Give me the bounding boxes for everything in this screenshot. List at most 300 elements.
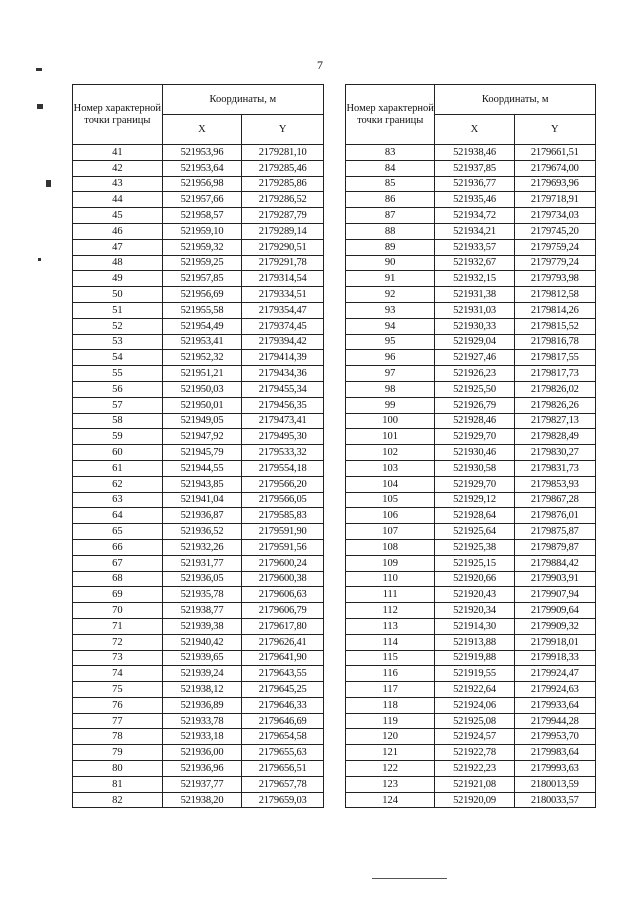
table-row bbox=[73, 381, 324, 397]
y-coordinate-cell: 2179334,51 bbox=[242, 287, 324, 303]
y-coordinate-cell: 2179606,63 bbox=[242, 587, 324, 603]
x-coordinate-cell: 521934,72 bbox=[435, 208, 514, 224]
point-number-cell: 76 bbox=[73, 697, 163, 713]
y-coordinate-cell: 2179817,73 bbox=[514, 366, 595, 382]
header-point-number: Номер характерной точки границы bbox=[346, 85, 435, 145]
point-number-cell: 57 bbox=[73, 397, 163, 413]
table-row bbox=[73, 334, 324, 350]
table-row bbox=[73, 697, 324, 713]
y-coordinate-cell: 2179815,52 bbox=[514, 318, 595, 334]
x-coordinate-cell: 521939,38 bbox=[162, 618, 242, 634]
table-row bbox=[73, 682, 324, 698]
point-number-cell: 69 bbox=[73, 587, 163, 603]
point-number-cell: 49 bbox=[73, 271, 163, 287]
x-coordinate-cell: 521956,98 bbox=[162, 176, 242, 192]
x-coordinate-cell: 521925,50 bbox=[435, 381, 514, 397]
point-number-cell: 70 bbox=[73, 603, 163, 619]
table-row bbox=[73, 650, 324, 666]
y-coordinate-cell: 2179289,14 bbox=[242, 223, 324, 239]
y-coordinate-cell: 2179876,01 bbox=[514, 508, 595, 524]
x-coordinate-cell: 521936,77 bbox=[435, 176, 514, 192]
x-coordinate-cell: 521925,38 bbox=[435, 539, 514, 555]
point-number-cell: 88 bbox=[346, 223, 435, 239]
y-coordinate-cell: 2179907,94 bbox=[514, 587, 595, 603]
y-coordinate-cell: 2179591,90 bbox=[242, 524, 324, 540]
table-row bbox=[346, 176, 596, 192]
y-coordinate-cell: 2179286,52 bbox=[242, 192, 324, 208]
table-row bbox=[346, 145, 596, 161]
y-coordinate-cell: 2179853,93 bbox=[514, 476, 595, 492]
x-coordinate-cell: 521938,77 bbox=[162, 603, 242, 619]
x-coordinate-cell: 521913,88 bbox=[435, 634, 514, 650]
point-number-cell: 74 bbox=[73, 666, 163, 682]
y-coordinate-cell: 2179909,64 bbox=[514, 603, 595, 619]
x-coordinate-cell: 521921,08 bbox=[435, 776, 514, 792]
y-coordinate-cell: 2179495,30 bbox=[242, 429, 324, 445]
y-coordinate-cell: 2179354,47 bbox=[242, 302, 324, 318]
table-row bbox=[346, 603, 596, 619]
y-coordinate-cell: 2179626,41 bbox=[242, 634, 324, 650]
table-row bbox=[346, 413, 596, 429]
point-number-cell: 112 bbox=[346, 603, 435, 619]
y-coordinate-cell: 2179554,18 bbox=[242, 460, 324, 476]
y-coordinate-cell: 2179826,02 bbox=[514, 381, 595, 397]
table-row bbox=[346, 571, 596, 587]
table-row bbox=[73, 318, 324, 334]
point-number-cell: 46 bbox=[73, 223, 163, 239]
x-coordinate-cell: 521926,79 bbox=[435, 397, 514, 413]
table-row bbox=[346, 287, 596, 303]
point-number-cell: 94 bbox=[346, 318, 435, 334]
point-number-cell: 116 bbox=[346, 666, 435, 682]
point-number-cell: 43 bbox=[73, 176, 163, 192]
y-coordinate-cell: 2179924,63 bbox=[514, 682, 595, 698]
header-point-number: Номер характерной точки границы bbox=[73, 85, 163, 145]
y-coordinate-cell: 2179533,32 bbox=[242, 445, 324, 461]
table-row bbox=[73, 476, 324, 492]
header-x: X bbox=[435, 115, 514, 145]
x-coordinate-cell: 521925,64 bbox=[435, 524, 514, 540]
point-number-cell: 102 bbox=[346, 445, 435, 461]
x-coordinate-cell: 521940,42 bbox=[162, 634, 242, 650]
table-body bbox=[73, 145, 324, 808]
point-number-cell: 63 bbox=[73, 492, 163, 508]
y-coordinate-cell: 2179875,87 bbox=[514, 524, 595, 540]
y-coordinate-cell: 2179918,01 bbox=[514, 634, 595, 650]
x-coordinate-cell: 521955,58 bbox=[162, 302, 242, 318]
y-coordinate-cell: 2179394,42 bbox=[242, 334, 324, 350]
coordinates-table-left bbox=[72, 84, 324, 808]
scan-mark bbox=[46, 180, 51, 187]
table-row bbox=[73, 524, 324, 540]
x-coordinate-cell: 521936,52 bbox=[162, 524, 242, 540]
y-coordinate-cell: 2179828,49 bbox=[514, 429, 595, 445]
point-number-cell: 87 bbox=[346, 208, 435, 224]
table-row bbox=[346, 682, 596, 698]
y-coordinate-cell: 2180013,59 bbox=[514, 776, 595, 792]
point-number-cell: 67 bbox=[73, 555, 163, 571]
x-coordinate-cell: 521920,34 bbox=[435, 603, 514, 619]
point-number-cell: 122 bbox=[346, 761, 435, 777]
y-coordinate-cell: 2179993,63 bbox=[514, 761, 595, 777]
x-coordinate-cell: 521928,64 bbox=[435, 508, 514, 524]
y-coordinate-cell: 2179657,78 bbox=[242, 776, 324, 792]
x-coordinate-cell: 521925,08 bbox=[435, 713, 514, 729]
header-x: X bbox=[162, 115, 242, 145]
table-row bbox=[73, 713, 324, 729]
point-number-cell: 47 bbox=[73, 239, 163, 255]
y-coordinate-cell: 2179718,91 bbox=[514, 192, 595, 208]
x-coordinate-cell: 521930,46 bbox=[435, 445, 514, 461]
point-number-cell: 61 bbox=[73, 460, 163, 476]
table-row bbox=[73, 192, 324, 208]
table-row bbox=[73, 239, 324, 255]
point-number-cell: 95 bbox=[346, 334, 435, 350]
y-coordinate-cell: 2179285,86 bbox=[242, 176, 324, 192]
x-coordinate-cell: 521922,78 bbox=[435, 745, 514, 761]
table-row bbox=[73, 571, 324, 587]
y-coordinate-cell: 2179814,26 bbox=[514, 302, 595, 318]
table-row bbox=[346, 302, 596, 318]
table-row bbox=[346, 476, 596, 492]
table-row bbox=[346, 761, 596, 777]
x-coordinate-cell: 521925,15 bbox=[435, 555, 514, 571]
x-coordinate-cell: 521957,85 bbox=[162, 271, 242, 287]
y-coordinate-cell: 2179867,28 bbox=[514, 492, 595, 508]
point-number-cell: 96 bbox=[346, 350, 435, 366]
y-coordinate-cell: 2179655,63 bbox=[242, 745, 324, 761]
table-row bbox=[346, 492, 596, 508]
point-number-cell: 103 bbox=[346, 460, 435, 476]
point-number-cell: 114 bbox=[346, 634, 435, 650]
point-number-cell: 123 bbox=[346, 776, 435, 792]
point-number-cell: 44 bbox=[73, 192, 163, 208]
y-coordinate-cell: 2179641,90 bbox=[242, 650, 324, 666]
table-row bbox=[346, 192, 596, 208]
x-coordinate-cell: 521931,38 bbox=[435, 287, 514, 303]
y-coordinate-cell: 2179659,03 bbox=[242, 792, 324, 808]
point-number-cell: 109 bbox=[346, 555, 435, 571]
y-coordinate-cell: 2179903,91 bbox=[514, 571, 595, 587]
y-coordinate-cell: 2179734,03 bbox=[514, 208, 595, 224]
point-number-cell: 90 bbox=[346, 255, 435, 271]
y-coordinate-cell: 2179434,36 bbox=[242, 366, 324, 382]
table-row bbox=[73, 460, 324, 476]
table-row bbox=[346, 366, 596, 382]
point-number-cell: 60 bbox=[73, 445, 163, 461]
x-coordinate-cell: 521953,41 bbox=[162, 334, 242, 350]
table-row bbox=[73, 666, 324, 682]
x-coordinate-cell: 521944,55 bbox=[162, 460, 242, 476]
scan-mark bbox=[36, 68, 42, 71]
point-number-cell: 105 bbox=[346, 492, 435, 508]
x-coordinate-cell: 521952,32 bbox=[162, 350, 242, 366]
x-coordinate-cell: 521919,55 bbox=[435, 666, 514, 682]
table-row bbox=[73, 160, 324, 176]
table-row bbox=[346, 208, 596, 224]
table-row bbox=[73, 761, 324, 777]
x-coordinate-cell: 521936,00 bbox=[162, 745, 242, 761]
x-coordinate-cell: 521943,85 bbox=[162, 476, 242, 492]
y-coordinate-cell: 2179374,45 bbox=[242, 318, 324, 334]
table-row bbox=[73, 792, 324, 808]
table-row bbox=[73, 555, 324, 571]
table-row bbox=[73, 634, 324, 650]
header-coordinates: Координаты, м bbox=[162, 85, 323, 115]
x-coordinate-cell: 521959,32 bbox=[162, 239, 242, 255]
point-number-cell: 111 bbox=[346, 587, 435, 603]
y-coordinate-cell: 2179909,32 bbox=[514, 618, 595, 634]
y-coordinate-cell: 2179566,05 bbox=[242, 492, 324, 508]
point-number-cell: 73 bbox=[73, 650, 163, 666]
x-coordinate-cell: 521949,05 bbox=[162, 413, 242, 429]
y-coordinate-cell: 2179816,78 bbox=[514, 334, 595, 350]
table-row bbox=[346, 745, 596, 761]
table-row bbox=[73, 366, 324, 382]
x-coordinate-cell: 521941,04 bbox=[162, 492, 242, 508]
table-row bbox=[73, 145, 324, 161]
x-coordinate-cell: 521935,78 bbox=[162, 587, 242, 603]
x-coordinate-cell: 521922,23 bbox=[435, 761, 514, 777]
x-coordinate-cell: 521914,30 bbox=[435, 618, 514, 634]
table-row bbox=[346, 508, 596, 524]
y-coordinate-cell: 2179456,35 bbox=[242, 397, 324, 413]
y-coordinate-cell: 2179290,51 bbox=[242, 239, 324, 255]
y-coordinate-cell: 2179661,51 bbox=[514, 145, 595, 161]
y-coordinate-cell: 2179674,00 bbox=[514, 160, 595, 176]
table-row bbox=[73, 208, 324, 224]
table-row bbox=[73, 255, 324, 271]
x-coordinate-cell: 521933,78 bbox=[162, 713, 242, 729]
coordinates-table-right bbox=[345, 84, 596, 808]
table-row bbox=[73, 445, 324, 461]
point-number-cell: 42 bbox=[73, 160, 163, 176]
y-coordinate-cell: 2179473,41 bbox=[242, 413, 324, 429]
point-number-cell: 75 bbox=[73, 682, 163, 698]
x-coordinate-cell: 521937,85 bbox=[435, 160, 514, 176]
table-row bbox=[346, 223, 596, 239]
point-number-cell: 53 bbox=[73, 334, 163, 350]
point-number-cell: 115 bbox=[346, 650, 435, 666]
x-coordinate-cell: 521947,92 bbox=[162, 429, 242, 445]
y-coordinate-cell: 2179314,54 bbox=[242, 271, 324, 287]
point-number-cell: 50 bbox=[73, 287, 163, 303]
table-row bbox=[346, 555, 596, 571]
table-row bbox=[73, 397, 324, 413]
point-number-cell: 98 bbox=[346, 381, 435, 397]
y-coordinate-cell: 2179566,20 bbox=[242, 476, 324, 492]
scan-mark bbox=[37, 104, 43, 109]
table-row bbox=[73, 587, 324, 603]
header-coordinates: Координаты, м bbox=[435, 85, 596, 115]
header-y: Y bbox=[514, 115, 595, 145]
table-row bbox=[73, 287, 324, 303]
table-row bbox=[73, 492, 324, 508]
x-coordinate-cell: 521932,67 bbox=[435, 255, 514, 271]
x-coordinate-cell: 521931,03 bbox=[435, 302, 514, 318]
y-coordinate-cell: 2179643,55 bbox=[242, 666, 324, 682]
x-coordinate-cell: 521950,03 bbox=[162, 381, 242, 397]
point-number-cell: 118 bbox=[346, 697, 435, 713]
x-coordinate-cell: 521924,57 bbox=[435, 729, 514, 745]
x-coordinate-cell: 521919,88 bbox=[435, 650, 514, 666]
table-row bbox=[346, 255, 596, 271]
y-coordinate-cell: 2179817,55 bbox=[514, 350, 595, 366]
point-number-cell: 58 bbox=[73, 413, 163, 429]
table-row bbox=[346, 334, 596, 350]
point-number-cell: 93 bbox=[346, 302, 435, 318]
x-coordinate-cell: 521933,18 bbox=[162, 729, 242, 745]
point-number-cell: 41 bbox=[73, 145, 163, 161]
x-coordinate-cell: 521929,70 bbox=[435, 476, 514, 492]
point-number-cell: 78 bbox=[73, 729, 163, 745]
y-coordinate-cell: 2179827,13 bbox=[514, 413, 595, 429]
table-row bbox=[346, 539, 596, 555]
x-coordinate-cell: 521953,96 bbox=[162, 145, 242, 161]
point-number-cell: 110 bbox=[346, 571, 435, 587]
y-coordinate-cell: 2179879,87 bbox=[514, 539, 595, 555]
point-number-cell: 117 bbox=[346, 682, 435, 698]
point-number-cell: 71 bbox=[73, 618, 163, 634]
point-number-cell: 81 bbox=[73, 776, 163, 792]
table-row bbox=[346, 445, 596, 461]
y-coordinate-cell: 2179645,25 bbox=[242, 682, 324, 698]
table-row bbox=[346, 460, 596, 476]
table-row bbox=[73, 302, 324, 318]
y-coordinate-cell: 2179654,58 bbox=[242, 729, 324, 745]
table-row bbox=[346, 713, 596, 729]
point-number-cell: 55 bbox=[73, 366, 163, 382]
y-coordinate-cell: 2179600,24 bbox=[242, 555, 324, 571]
x-coordinate-cell: 521938,46 bbox=[435, 145, 514, 161]
point-number-cell: 64 bbox=[73, 508, 163, 524]
y-coordinate-cell: 2179291,78 bbox=[242, 255, 324, 271]
point-number-cell: 107 bbox=[346, 524, 435, 540]
x-coordinate-cell: 521930,58 bbox=[435, 460, 514, 476]
table-row bbox=[346, 381, 596, 397]
table-row bbox=[73, 271, 324, 287]
x-coordinate-cell: 521920,66 bbox=[435, 571, 514, 587]
x-coordinate-cell: 521928,46 bbox=[435, 413, 514, 429]
x-coordinate-cell: 521924,06 bbox=[435, 697, 514, 713]
table-row bbox=[73, 508, 324, 524]
page-number: 7 bbox=[317, 58, 323, 72]
point-number-cell: 59 bbox=[73, 429, 163, 445]
table-row bbox=[346, 666, 596, 682]
y-coordinate-cell: 2179693,96 bbox=[514, 176, 595, 192]
point-number-cell: 79 bbox=[73, 745, 163, 761]
y-coordinate-cell: 2179591,56 bbox=[242, 539, 324, 555]
y-coordinate-cell: 2179884,42 bbox=[514, 555, 595, 571]
table-row bbox=[73, 350, 324, 366]
point-number-cell: 108 bbox=[346, 539, 435, 555]
y-coordinate-cell: 2179812,58 bbox=[514, 287, 595, 303]
x-coordinate-cell: 521932,15 bbox=[435, 271, 514, 287]
point-number-cell: 72 bbox=[73, 634, 163, 650]
x-coordinate-cell: 521953,64 bbox=[162, 160, 242, 176]
x-coordinate-cell: 521936,96 bbox=[162, 761, 242, 777]
point-number-cell: 101 bbox=[346, 429, 435, 445]
x-coordinate-cell: 521929,12 bbox=[435, 492, 514, 508]
y-coordinate-cell: 2179944,28 bbox=[514, 713, 595, 729]
y-coordinate-cell: 2179793,98 bbox=[514, 271, 595, 287]
x-coordinate-cell: 521936,89 bbox=[162, 697, 242, 713]
point-number-cell: 68 bbox=[73, 571, 163, 587]
x-coordinate-cell: 521936,05 bbox=[162, 571, 242, 587]
point-number-cell: 66 bbox=[73, 539, 163, 555]
point-number-cell: 99 bbox=[346, 397, 435, 413]
x-coordinate-cell: 521939,24 bbox=[162, 666, 242, 682]
table-row bbox=[73, 729, 324, 745]
y-coordinate-cell: 2179287,79 bbox=[242, 208, 324, 224]
y-coordinate-cell: 2179779,24 bbox=[514, 255, 595, 271]
x-coordinate-cell: 521931,77 bbox=[162, 555, 242, 571]
point-number-cell: 77 bbox=[73, 713, 163, 729]
footer-rule bbox=[372, 878, 447, 879]
x-coordinate-cell: 521937,77 bbox=[162, 776, 242, 792]
table-row bbox=[73, 603, 324, 619]
y-coordinate-cell: 2179606,79 bbox=[242, 603, 324, 619]
x-coordinate-cell: 521939,65 bbox=[162, 650, 242, 666]
table-row bbox=[346, 318, 596, 334]
table-row bbox=[346, 350, 596, 366]
y-coordinate-cell: 2179745,20 bbox=[514, 223, 595, 239]
point-number-cell: 84 bbox=[346, 160, 435, 176]
x-coordinate-cell: 521957,66 bbox=[162, 192, 242, 208]
point-number-cell: 45 bbox=[73, 208, 163, 224]
x-coordinate-cell: 521938,12 bbox=[162, 682, 242, 698]
point-number-cell: 85 bbox=[346, 176, 435, 192]
x-coordinate-cell: 521929,70 bbox=[435, 429, 514, 445]
point-number-cell: 65 bbox=[73, 524, 163, 540]
table-row bbox=[346, 776, 596, 792]
y-coordinate-cell: 2179759,24 bbox=[514, 239, 595, 255]
table-row bbox=[346, 587, 596, 603]
y-coordinate-cell: 2179933,64 bbox=[514, 697, 595, 713]
x-coordinate-cell: 521956,69 bbox=[162, 287, 242, 303]
point-number-cell: 86 bbox=[346, 192, 435, 208]
x-coordinate-cell: 521932,26 bbox=[162, 539, 242, 555]
point-number-cell: 52 bbox=[73, 318, 163, 334]
x-coordinate-cell: 521934,21 bbox=[435, 223, 514, 239]
x-coordinate-cell: 521950,01 bbox=[162, 397, 242, 413]
point-number-cell: 121 bbox=[346, 745, 435, 761]
x-coordinate-cell: 521945,79 bbox=[162, 445, 242, 461]
table-row bbox=[346, 697, 596, 713]
y-coordinate-cell: 2179918,33 bbox=[514, 650, 595, 666]
x-coordinate-cell: 521958,57 bbox=[162, 208, 242, 224]
point-number-cell: 92 bbox=[346, 287, 435, 303]
x-coordinate-cell: 521959,25 bbox=[162, 255, 242, 271]
x-coordinate-cell: 521926,23 bbox=[435, 366, 514, 382]
table-row bbox=[346, 524, 596, 540]
y-coordinate-cell: 2179826,26 bbox=[514, 397, 595, 413]
y-coordinate-cell: 2179281,10 bbox=[242, 145, 324, 161]
table-row bbox=[346, 160, 596, 176]
y-coordinate-cell: 2179646,33 bbox=[242, 697, 324, 713]
x-coordinate-cell: 521922,64 bbox=[435, 682, 514, 698]
y-coordinate-cell: 2179656,51 bbox=[242, 761, 324, 777]
table-row bbox=[346, 429, 596, 445]
point-number-cell: 89 bbox=[346, 239, 435, 255]
y-coordinate-cell: 2179617,80 bbox=[242, 618, 324, 634]
table-row bbox=[346, 239, 596, 255]
x-coordinate-cell: 521935,46 bbox=[435, 192, 514, 208]
y-coordinate-cell: 2179830,27 bbox=[514, 445, 595, 461]
table-row bbox=[346, 634, 596, 650]
y-coordinate-cell: 2179600,38 bbox=[242, 571, 324, 587]
y-coordinate-cell: 2179953,70 bbox=[514, 729, 595, 745]
